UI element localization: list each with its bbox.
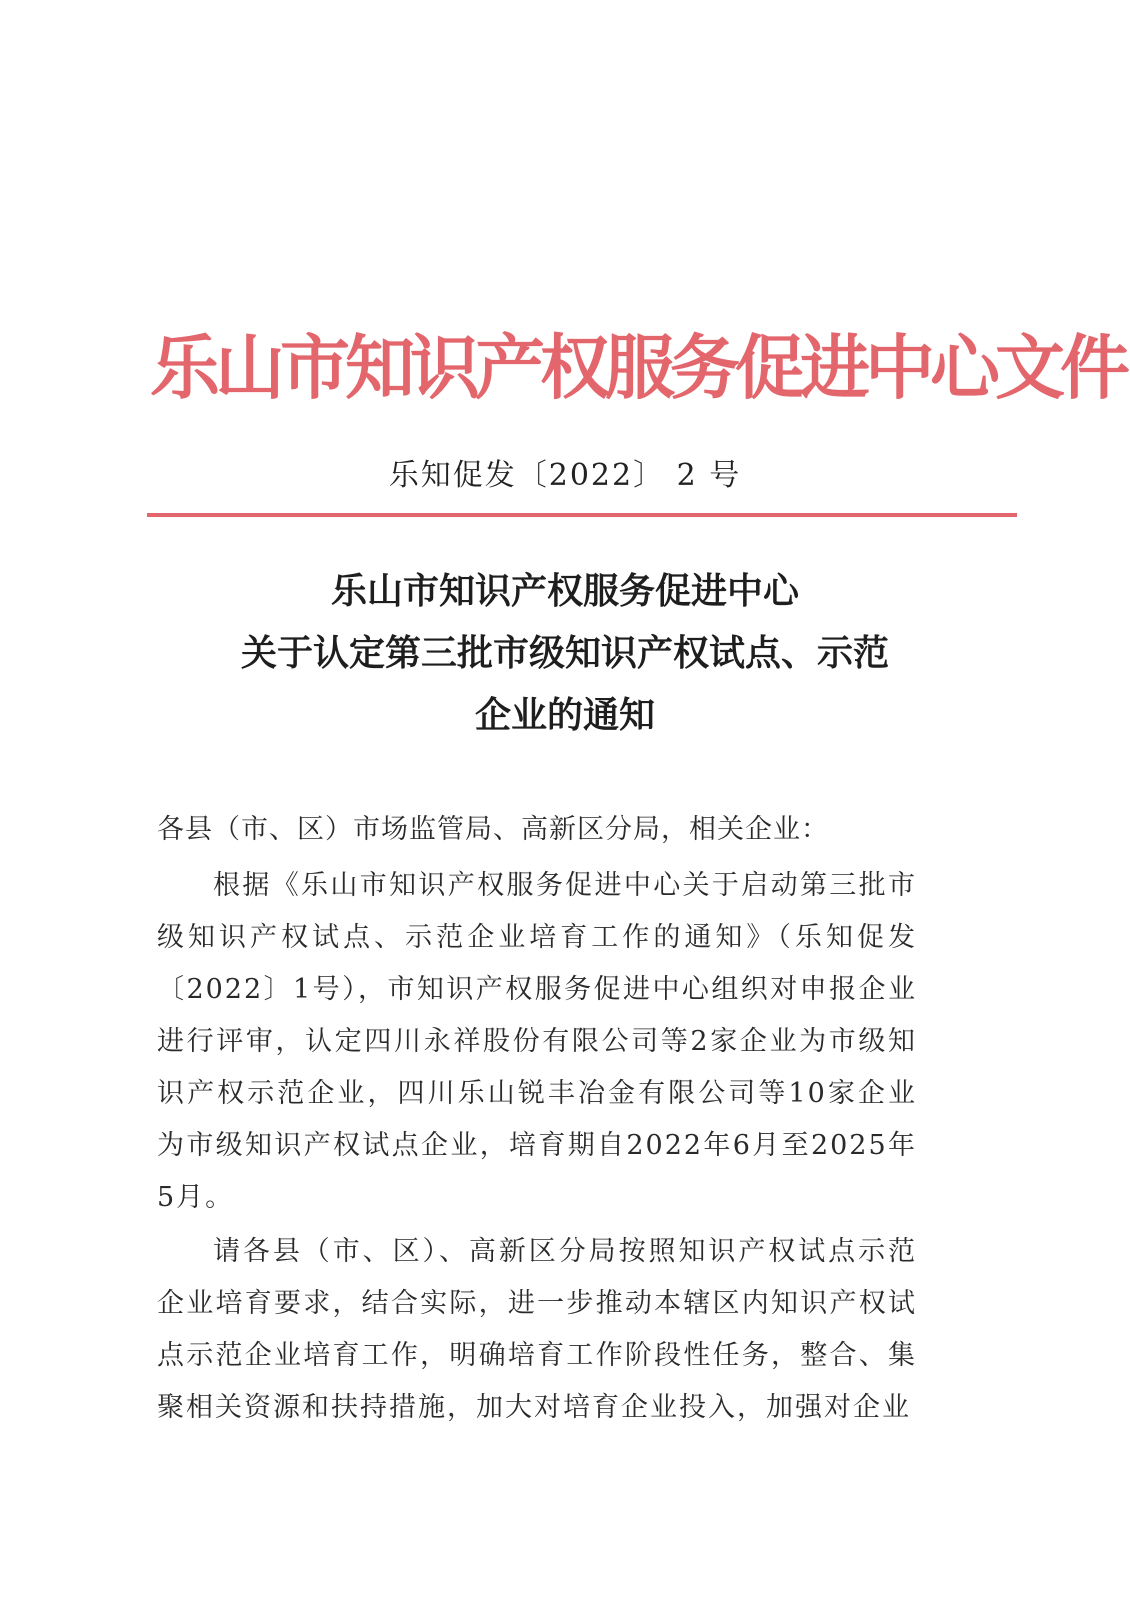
title-line-1: 乐山市知识产权服务促进中心 [330, 570, 799, 612]
issuer-banner: 乐山市知识产权服务促进中心文件 [150, 327, 1125, 409]
title-line-3: 企业的通知 [474, 694, 655, 736]
document-number: 乐知促发〔2022〕 2 号 [388, 458, 742, 493]
title-line-2: 关于认定第三批市级知识产权试点、示范 [240, 632, 889, 674]
body-paragraph-2: 请各县（市、区）、高新区分局按照知识产权试点示范企业培育要求，结合实际，进一步推动本辖区内知识产权试点示范企业培育工作，明确培育工作阶段性任务，整合、集聚相关资源和扶持措施，加大对培育企业投入，加强对企业 [157, 1236, 917, 1423]
red-divider-line [147, 513, 1017, 517]
document-title [0, 560, 1130, 746]
body-paragraph-1: 根据《乐山市知识产权服务促进中心关于启动第三批市级知识产权试点、示范企业培育工作的通知》（乐知促发〔2022〕1号），市知识产权服务促进中心组织对申报企业进行评审，认定四川永祥股份有限公司等2家企业为市级知识产权示范企业，四川乐山锐丰冶金有限公司等10家企业为市级知识产权试点企业，培育期自2022年6月至2025年5月。 [157, 870, 917, 1213]
salutation: 各县（市、区）市场监管局、高新区分局，相关企业： [157, 814, 829, 845]
